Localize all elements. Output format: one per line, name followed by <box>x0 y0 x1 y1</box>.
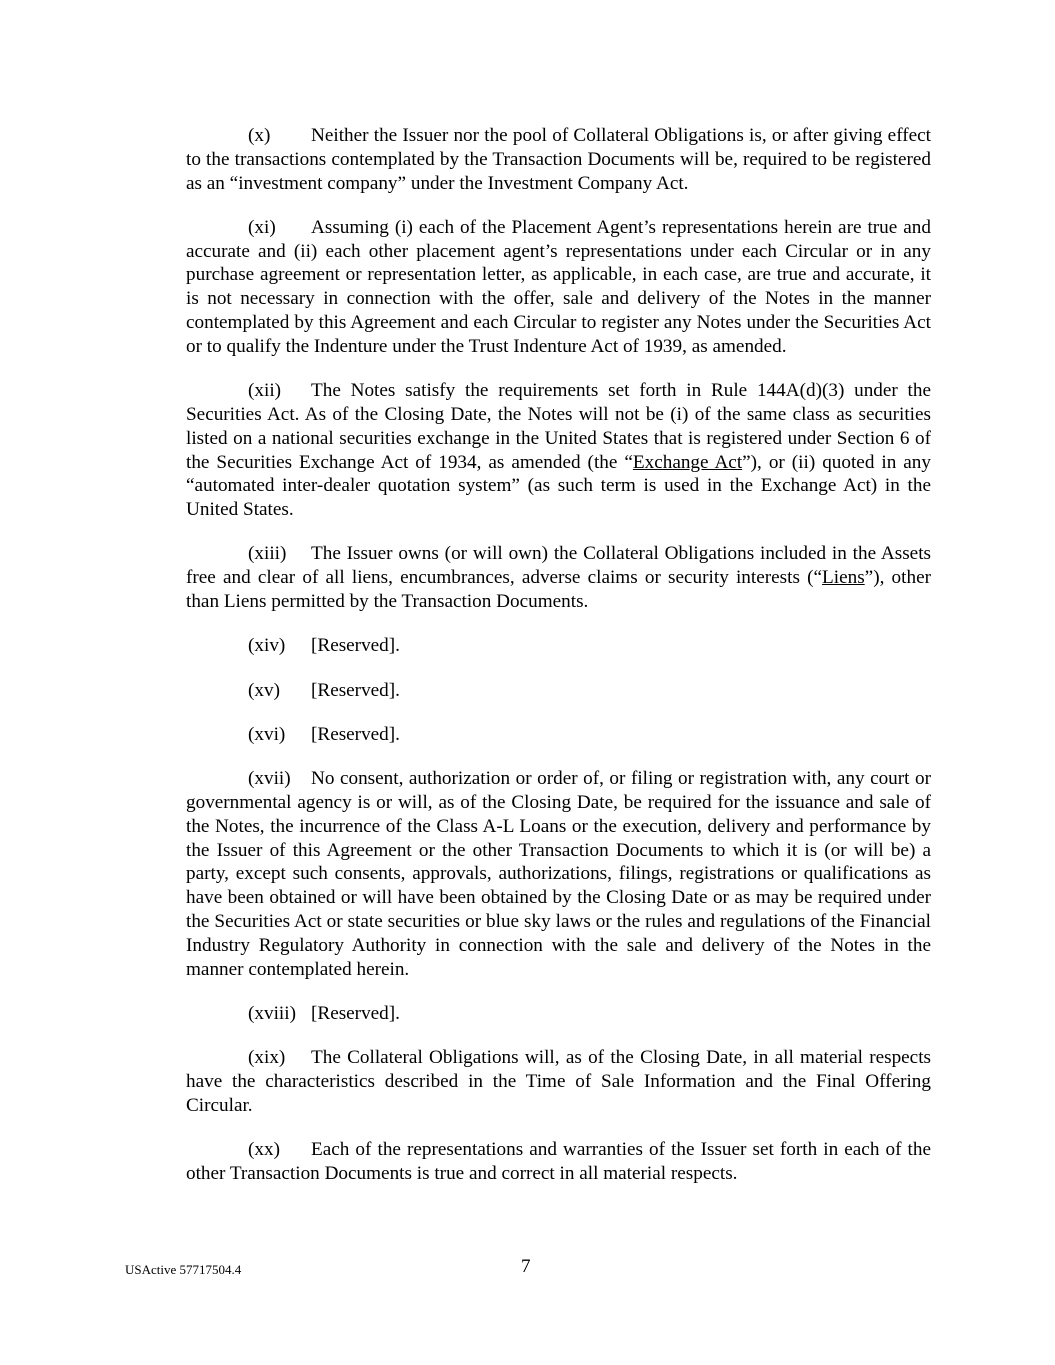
clause-text: The Collateral Obligations will, as of the Closing Date, in all material respects have the characteristics described in the Time of Sale Information and the Final Offering Circular. <box>186 1047 931 1116</box>
clause-number: (xii) <box>248 380 282 402</box>
footer-document-id: USActive 57717504.4 <box>125 1262 242 1277</box>
clause-text: Neither the Issuer nor the pool of Collateral Obligations is, or after giving effect to the transactions contemplated by the Transaction Documents will be, required to be registered as an “investment company” under the Investment Company Act. <box>186 125 931 194</box>
clause-number: (x) <box>248 125 271 146</box>
clause-number: (xviii) <box>248 1002 296 1024</box>
clause-x <box>186 124 931 195</box>
clause-number: (xvii) <box>248 768 291 790</box>
clause-xvii <box>186 767 931 981</box>
clause-text: Assuming (i) each of the Placement Agent’s representations herein are true and accurate and (ii) each other placement agent’s representations under each Circular or in any purchase agreement or representation letter, as applicable, in each case, are true and accurate, it is not necessary in connection with the offer, sale and delivery of the Notes in the manner contemplated by this Agreement and each Circular to register any Notes under the Securities Act or to qualify the Indenture under the Trust Indenture Act of 1939, as amended. <box>186 216 931 357</box>
clause-number: (xi) <box>248 216 276 238</box>
document-body <box>186 124 931 1206</box>
clause-text: The Notes satisfy the requirements set forth in Rule 144A(d)(3) under the Securities Act. As of the Closing Date, the Notes will not be (i) of the same class as securities listed on a national securities exchange in the United States that is registered under Section 6 of the Securities Exchange Act of 1934, as amended (the “ <box>186 380 931 473</box>
defined-term: Exchange Act <box>632 451 743 473</box>
clause-text: [Reserved]. <box>311 723 400 745</box>
clause-text: No consent, authorization or order of, or filing or registration with, any court or governmental agency is or will, as of the Closing Date, be required for the issuance and sale of the Notes, the incurrence of the Class A-L Loans or the execution, delivery and performance by the Issuer of this Agreement or the other Transaction Documents to which it is (or will be) a party, except such consents, approvals, authorizations, filings, registrations or qualifications as have been obtained or will have been obtained by the Closing Date or as may be required under the Securities Act or state securities or blue sky laws or the rules and regulations of the Financial Industry Regulatory Authority in connection with the sale and delivery of the Notes in the manner contemplated herein. <box>186 768 931 980</box>
clause-number: (xiii) <box>248 543 287 565</box>
clause-text: Each of the representations and warranties of the Issuer set forth in each of the other Transaction Documents is true and correct in all material respects. <box>186 1139 931 1184</box>
clause-xix <box>186 1046 931 1117</box>
clause-text: ”), or (ii) quoted in any “automated inter-dealer quotation system” (as such term is used in the Exchange Act) in the United States. <box>186 451 931 521</box>
clause-number: (xiv) <box>248 635 286 657</box>
clause-xviii <box>186 1002 931 1026</box>
clause-number: (xvi) <box>248 723 286 745</box>
clause-number: (xix) <box>248 1047 286 1069</box>
clause-number: (xv) <box>248 679 280 701</box>
clause-number: (xx) <box>248 1139 280 1161</box>
clause-xiii <box>186 542 931 613</box>
clause-xiv <box>186 634 931 658</box>
clause-text: [Reserved]. <box>311 679 400 701</box>
clause-xx <box>186 1138 931 1186</box>
clause-text: [Reserved]. <box>311 635 400 657</box>
defined-term: Liens <box>822 567 865 589</box>
clause-xii <box>186 379 931 522</box>
clause-xi <box>186 216 931 359</box>
clause-text: The Issuer owns (or will own) the Collateral Obligations included in the Assets free and clear of all liens, encumbrances, adverse claims or security interests (“ <box>186 543 931 589</box>
clause-xvi <box>186 723 931 747</box>
clause-xv <box>186 679 931 703</box>
clause-text: ”), other than Liens permitted by the Transaction Documents. <box>186 567 931 613</box>
footer-page-number: 7 <box>521 1256 531 1277</box>
clause-text: [Reserved]. <box>311 1002 400 1024</box>
